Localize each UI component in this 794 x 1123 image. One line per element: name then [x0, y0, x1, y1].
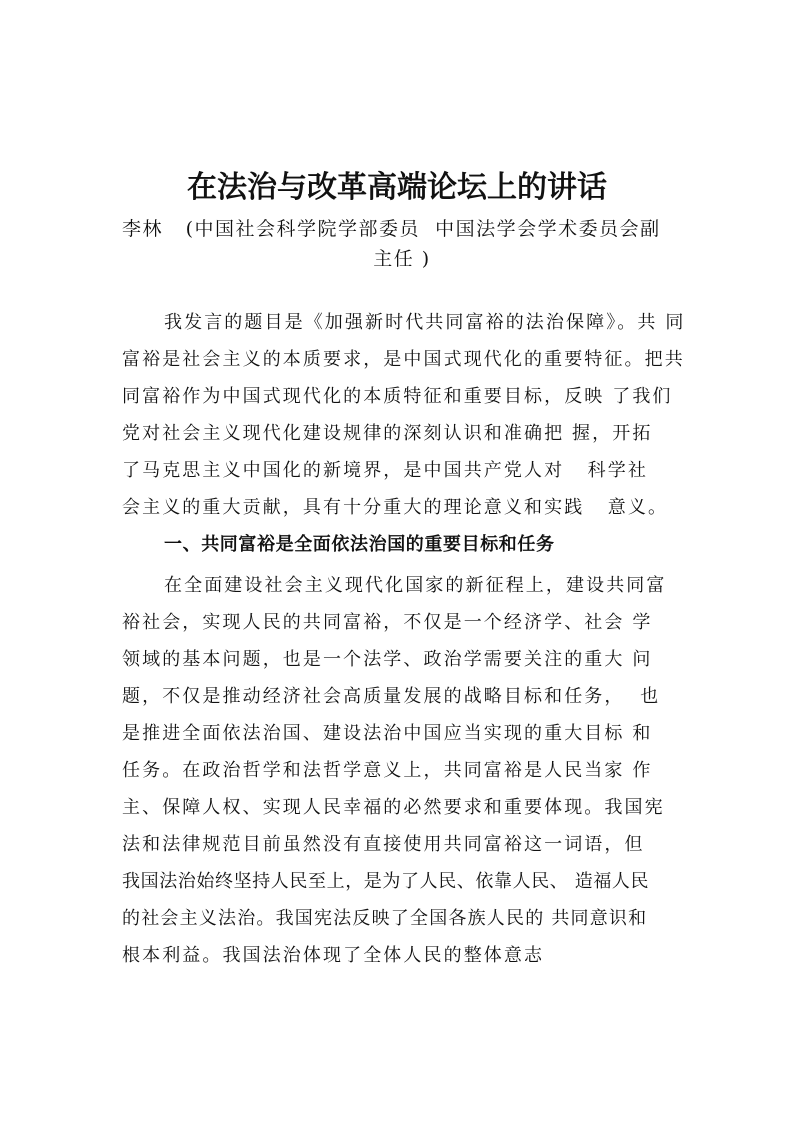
- text-line: 是推进全面依法治国、建设法治中国应当实现的重大目标 和: [122, 723, 653, 744]
- text-line: 任务。在政治哲学和法哲学意义上，共同富裕是人民当家 作: [122, 760, 653, 781]
- text-line: 领域的基本问题，也是一个法学、政治学需要关注的重大 问: [122, 649, 653, 670]
- text-line: 富裕是社会主义的本质要求，是中国式现代化的重要特征。把共: [122, 349, 685, 370]
- text-line: 我发言的题目是《加强新时代共同富裕的法治保障》。共 同: [164, 312, 686, 333]
- text-line: 会主义的重大贡献，具有十分重大的理论意义和实践 意义。: [122, 497, 669, 518]
- paragraph-1: [122, 304, 692, 563]
- document-title: 在法治与改革高端论坛上的讲话: [187, 170, 607, 205]
- text-line: 了马克思主义中国化的新境界，是中国共产党人对 科学社: [122, 460, 648, 481]
- text-line: 我国法治始终坚持人民至上，是为了人民、依靠人民、 造福人民: [122, 871, 650, 892]
- text-line: 主、保障人权、实现人民幸福的必然要求和重要体现。我国宪: [122, 797, 665, 818]
- author-line: 李林 (中国社会科学院学部委员 中国法学会学术委员会副: [122, 218, 661, 240]
- text-line: 党对社会主义现代化建设规律的深刻认识和准确把 握，开拓: [122, 423, 653, 444]
- text-line: 的社会主义法治。我国宪法反映了全国各族人民的 共同意识和: [122, 908, 648, 929]
- author-line-continued: 主任 ): [373, 248, 431, 270]
- text-line: 在全面建设社会主义现代化国家的新征程上，建设共同富: [164, 575, 667, 596]
- text-line: 根本利益。我国法治体现了全体人民的整体意志: [122, 945, 545, 966]
- text-line: 题，不仅是推动经济社会高质量发展的战略目标和任务， 也: [122, 686, 661, 707]
- text-line: 裕社会，实现人民的共同富裕，不仅是一个经济学、社会 学: [122, 612, 653, 633]
- section-heading: 一、共同富裕是全面依法治国的重要目标和任务: [164, 534, 555, 555]
- text-line: 法和法律规范目前虽然没有直接使用共同富裕这一词语，但: [122, 834, 645, 855]
- text-line: 同富裕作为中国式现代化的本质特征和重要目标，反映 了我们: [122, 386, 673, 407]
- paragraph-2: [122, 567, 692, 974]
